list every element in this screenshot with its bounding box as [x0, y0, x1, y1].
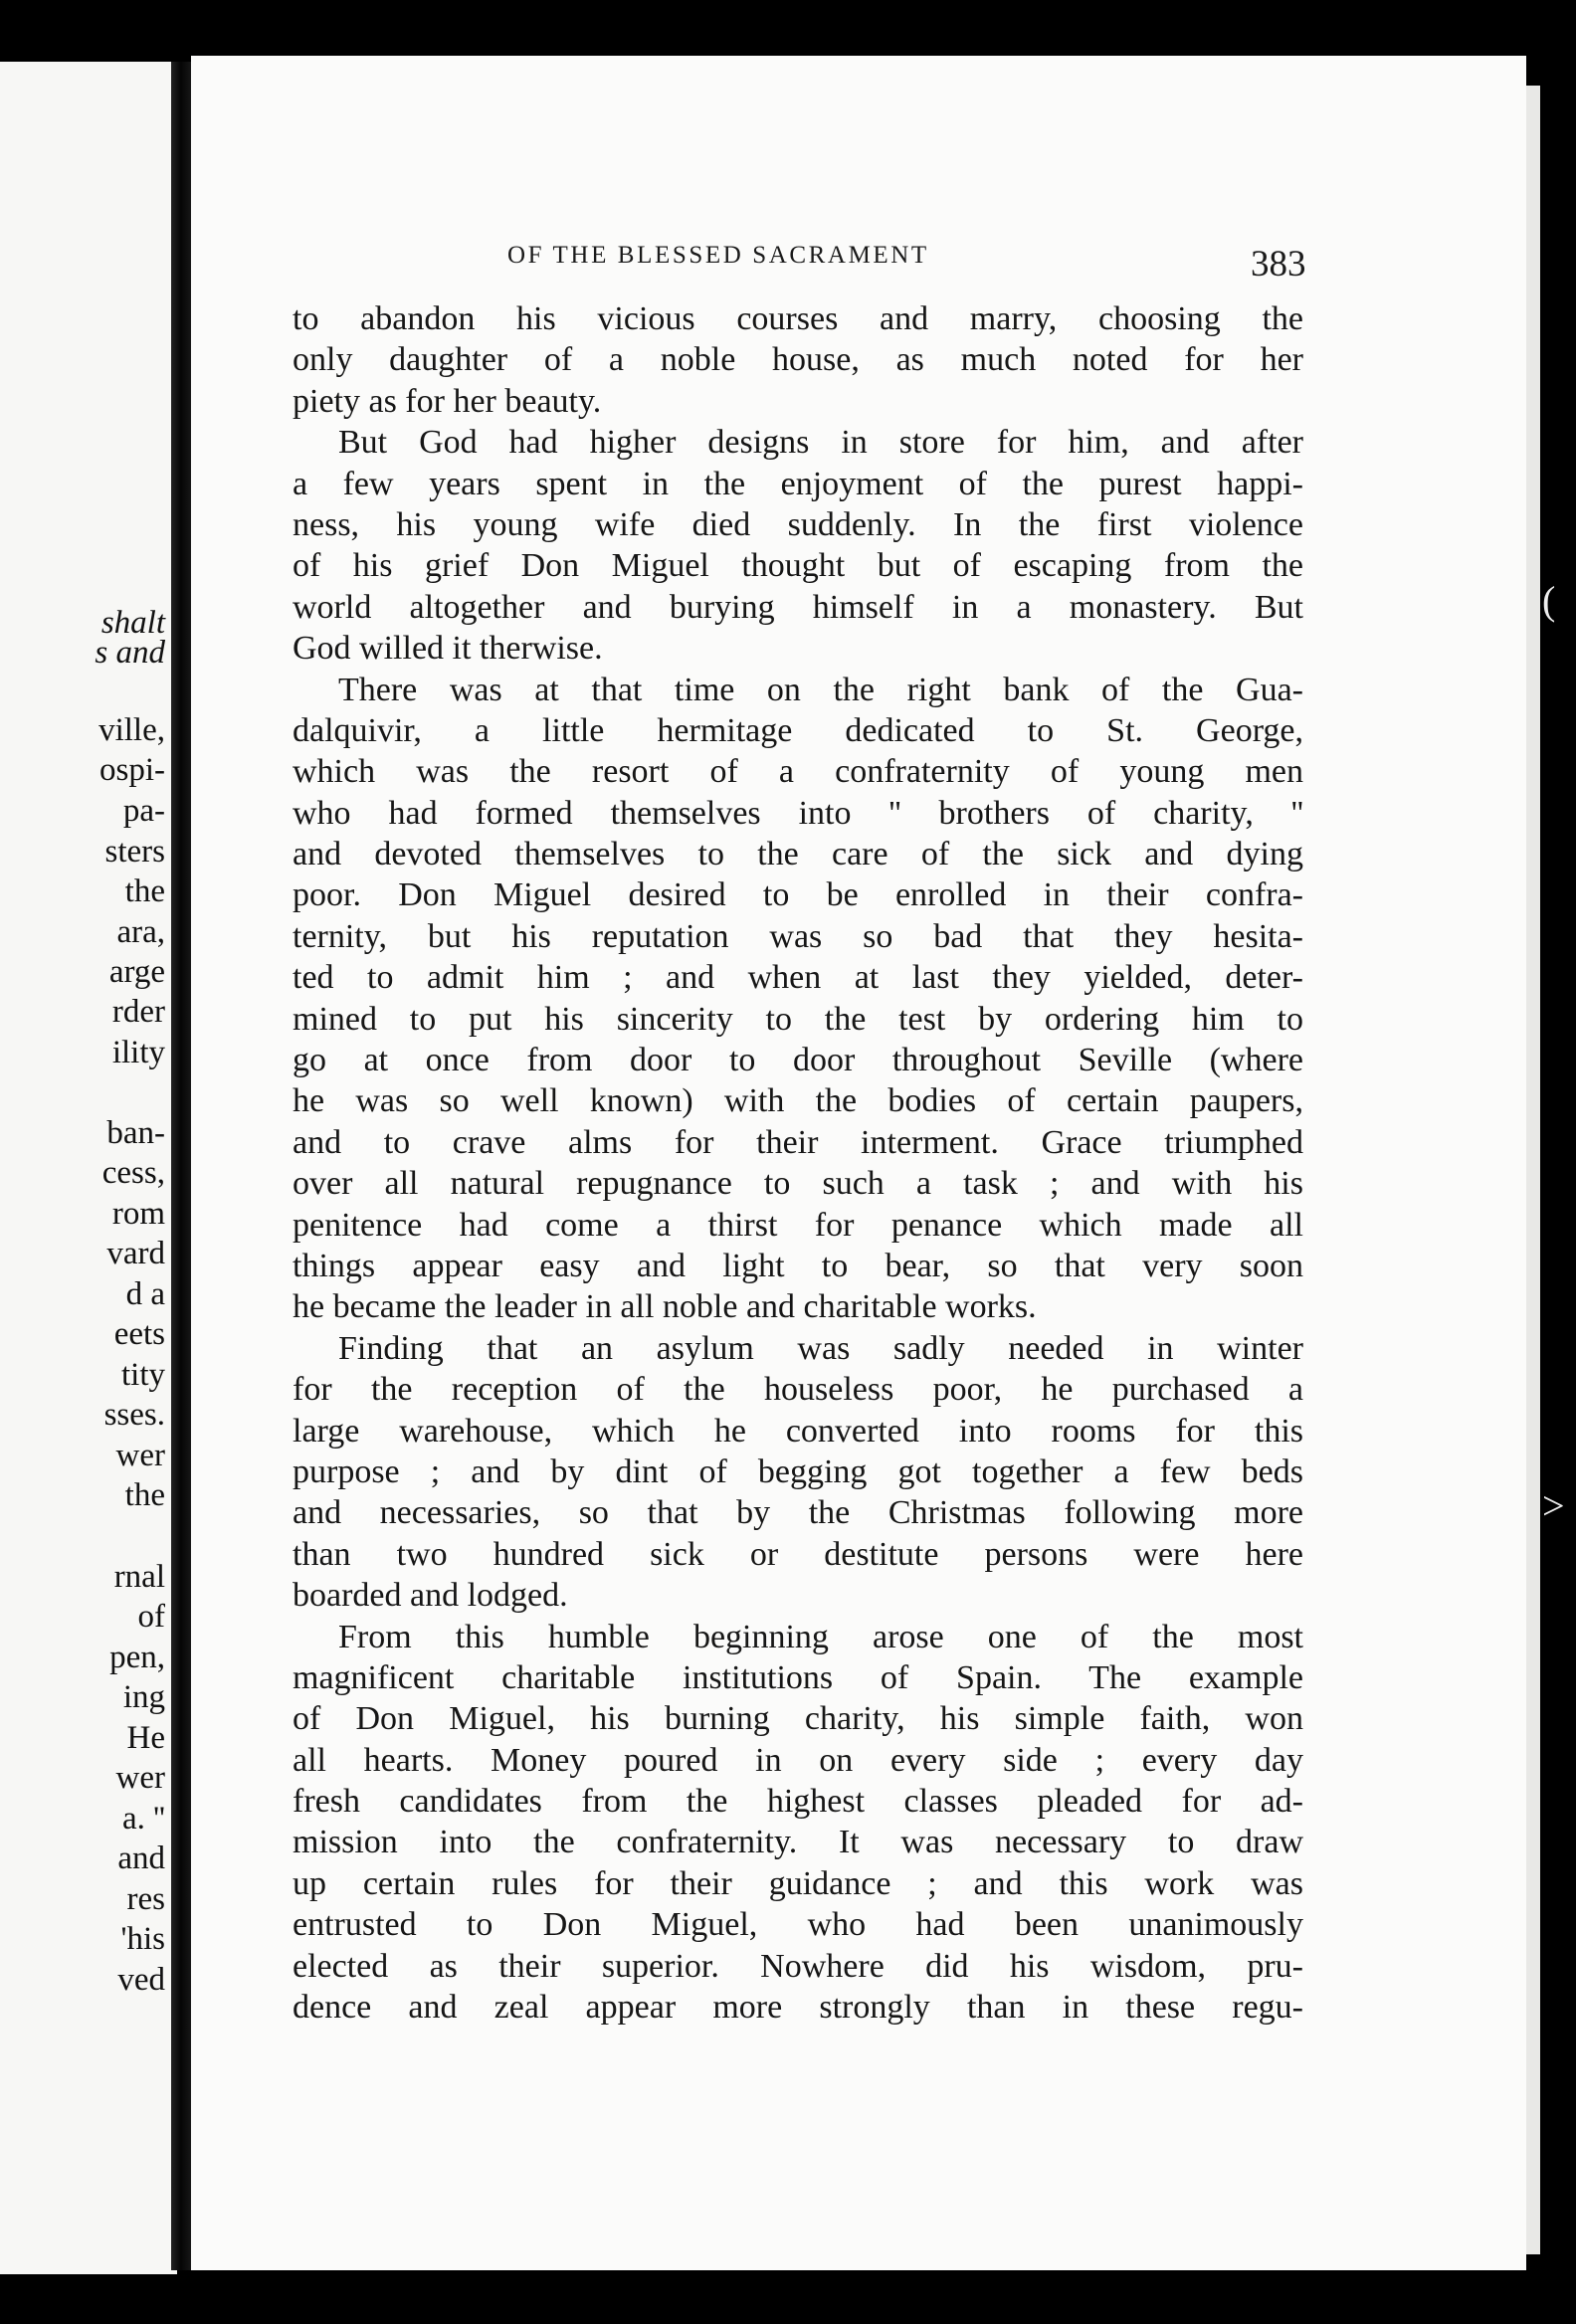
text-line: mined to put his sincerity to the test by ordering him to: [293, 1000, 1303, 1038]
left-page-line: wer: [115, 1760, 165, 1796]
left-page-line: eets: [113, 1316, 165, 1352]
left-page-line: ved: [117, 1962, 165, 1998]
text-line: ness, his young wife died suddenly. In the first violence: [293, 505, 1303, 543]
left-page-line: wer: [115, 1438, 165, 1473]
text-line: There was at that time on the right bank of the Gua-: [338, 671, 1303, 708]
left-page-line: ville,: [98, 712, 165, 748]
text-line: poor. Don Miguel desired to be enrolled in their confra-: [293, 876, 1303, 914]
text-line: who had formed themselves into '' brothers of charity, '': [293, 794, 1303, 832]
left-page-line: ospi-: [99, 752, 165, 788]
text-line: elected as their superior. Nowhere did his wisdom, pru-: [293, 1947, 1303, 1985]
left-page-line: the: [124, 873, 165, 909]
text-line: and to crave alms for their interment. Grace triumphed: [293, 1123, 1303, 1161]
text-line: dalquivir, a little hermitage dedicated to St. George,: [293, 711, 1303, 749]
edge-mark-icon: (: [1542, 578, 1556, 623]
text-line: world altogether and burying himself in a monastery. But: [293, 588, 1303, 626]
left-page-line: rom: [111, 1196, 165, 1232]
text-line: From this humble beginning arose one of the most: [338, 1618, 1303, 1655]
text-line: than two hundred sick or destitute persons were here: [293, 1535, 1303, 1573]
text-line: God willed it therwise.: [293, 630, 603, 668]
text-line: ted to admit him ; and when at last they yielded, deter-: [293, 959, 1303, 997]
text-line: Finding that an asylum was sadly needed in winter: [338, 1329, 1303, 1367]
text-line: penitence had come a thirst for penance which made all: [293, 1206, 1303, 1244]
left-page-line: shalt: [100, 605, 165, 641]
text-line: a few years spent in the enjoyment of the purest happi-: [293, 465, 1303, 502]
text-line: and necessaries, so that by the Christmas following more: [293, 1494, 1303, 1532]
text-line: ternity, but his reputation was so bad that they hesita-: [293, 917, 1303, 955]
text-line: which was the resort of a confraternity of young men: [293, 753, 1303, 791]
text-line: of his grief Don Miguel thought but of escaping from the: [293, 547, 1303, 585]
left-page-line: pen,: [109, 1640, 165, 1675]
edge-mark-icon: >: [1542, 1483, 1565, 1528]
left-page-line: ara,: [116, 914, 165, 950]
text-line: and devoted themselves to the care of the sick and dying: [293, 836, 1303, 873]
text-line: of Don Miguel, his burning charity, his simple faith, won: [293, 1700, 1303, 1738]
left-page-line: res: [126, 1881, 165, 1917]
running-head: OF THE BLESSED SACRAMENT: [507, 242, 929, 269]
text-line: up certain rules for their guidance ; and this work was: [293, 1864, 1303, 1902]
text-line: But God had higher designs in store for him, and after: [338, 424, 1303, 462]
left-page-line: pa-: [122, 793, 165, 829]
text-line: large warehouse, which he converted into rooms for this: [293, 1412, 1303, 1450]
text-line: purpose ; and by dint of begging got together a few beds: [293, 1452, 1303, 1490]
left-page-line: rder: [111, 994, 165, 1030]
left-page-line: tity: [120, 1357, 165, 1393]
left-page-line: ban-: [106, 1115, 165, 1151]
left-page-line: arge: [108, 954, 165, 990]
left-page-line: ility: [111, 1035, 165, 1070]
left-page-line: ing: [122, 1679, 165, 1715]
left-page-line: and: [117, 1840, 165, 1876]
left-page-line: He: [126, 1720, 165, 1756]
text-line: mission into the confraternity. It was necessary to draw: [293, 1824, 1303, 1861]
left-page-line: 'his: [120, 1921, 165, 1957]
text-line: entrusted to Don Miguel, who had been unanimously: [293, 1906, 1303, 1944]
left-page-line: s and: [95, 635, 165, 671]
text-line: he became the leader in all noble and charitable works.: [293, 1288, 1037, 1326]
left-page-line: a. '': [121, 1801, 165, 1837]
left-page-line: vard: [106, 1236, 165, 1271]
left-page-line: sses.: [103, 1397, 165, 1433]
left-page-line: of: [137, 1599, 165, 1635]
text-line: for the reception of the houseless poor, he purchased a: [293, 1371, 1303, 1409]
page-number: 383: [1251, 244, 1306, 285]
page-edge: [1526, 86, 1540, 2254]
left-page-line: sters: [104, 834, 165, 870]
text-line: dence and zeal appear more strongly than in these regu-: [293, 1989, 1303, 2027]
text-line: go at once from door to door throughout Seville (where: [293, 1042, 1303, 1079]
text-line: boarded and lodged.: [293, 1577, 568, 1615]
left-page-line: cess,: [101, 1155, 165, 1191]
body-text: [293, 298, 1303, 2028]
left-page-line: d a: [125, 1276, 165, 1312]
text-line: things appear easy and light to bear, so that very soon: [293, 1247, 1303, 1284]
text-line: magnificent charitable institutions of Spain. The example: [293, 1658, 1303, 1696]
text-line: piety as for her beauty.: [293, 382, 602, 420]
text-line: fresh candidates from the highest classes pleaded for ad-: [293, 1783, 1303, 1821]
text-line: over all natural repugnance to such a task ; and with his: [293, 1165, 1303, 1203]
book-gutter: [171, 62, 193, 2270]
left-page-line: rnal: [113, 1559, 165, 1595]
left-page-line: the: [124, 1477, 165, 1513]
text-line: he was so well known) with the bodies of certain paupers,: [293, 1082, 1303, 1120]
text-line: all hearts. Money poured in on every side ; every day: [293, 1741, 1303, 1779]
text-line: to abandon his vicious courses and marry, choosing the: [293, 300, 1303, 337]
text-line: only daughter of a noble house, as much noted for her: [293, 341, 1303, 379]
